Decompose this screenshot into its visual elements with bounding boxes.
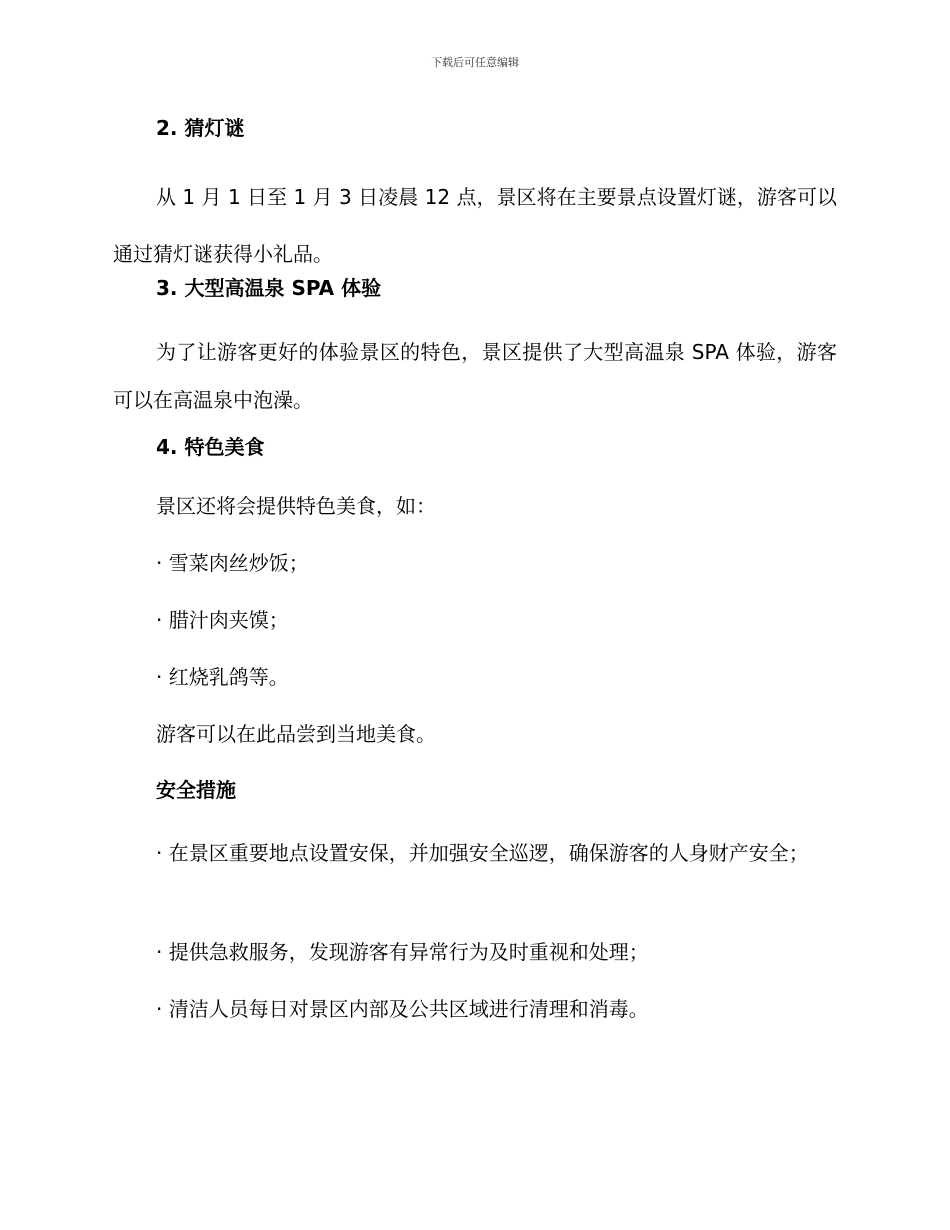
section-heading: 2. 猜灯谜 bbox=[156, 116, 245, 140]
section-safety-measures bbox=[113, 774, 837, 806]
section-heading: 3. 大型高温泉 SPA 体验 bbox=[156, 276, 382, 300]
section-body bbox=[113, 169, 837, 283]
list-item: · 红烧乳鸽等。 bbox=[156, 665, 289, 689]
paragraph: 为了让游客更好的体验景区的特色，景区提供了大型高温泉 SPA 体验，游客可以在高温泉中泡澡。 bbox=[113, 340, 837, 412]
section-hot-spring-spa bbox=[113, 272, 837, 304]
food-list bbox=[113, 602, 837, 638]
paragraph: 游客可以在此品尝到当地美食。 bbox=[156, 722, 436, 746]
section-specialty-food bbox=[113, 431, 837, 463]
list-item: · 腊汁肉夹馍； bbox=[156, 608, 289, 632]
section-lantern-riddles bbox=[113, 112, 837, 144]
list-item: · 雪菜肉丝炒饭； bbox=[156, 551, 309, 575]
paragraph: 从 1 月 1 日至 1 月 3 日凌晨 12 点，景区将在主要景点设置灯谜，游客可以通过猜灯谜获得小礼品。 bbox=[113, 185, 837, 266]
list-item: · 在景区重要地点设置安保，并加强安全巡逻，确保游客的人身财产安全； bbox=[156, 841, 809, 865]
header-note: 下载后可任意编辑 bbox=[431, 56, 519, 69]
section-heading: 安全措施 bbox=[156, 778, 236, 802]
paragraph: 景区还将会提供特色美食，如： bbox=[156, 494, 436, 518]
food-intro bbox=[113, 488, 837, 524]
list-item: · 清洁人员每日对景区内部及公共区域进行清理和消毒。 bbox=[156, 997, 649, 1021]
safety-list bbox=[113, 991, 837, 1027]
food-outro bbox=[113, 716, 837, 752]
food-list bbox=[113, 659, 837, 695]
section-heading: 4. 特色美食 bbox=[156, 435, 265, 459]
section-body bbox=[113, 328, 837, 424]
food-list bbox=[113, 545, 837, 581]
list-item: · 提供急救服务，发现游客有异常行为及时重视和处理； bbox=[156, 940, 649, 964]
safety-list bbox=[113, 830, 837, 876]
safety-list bbox=[113, 934, 837, 970]
